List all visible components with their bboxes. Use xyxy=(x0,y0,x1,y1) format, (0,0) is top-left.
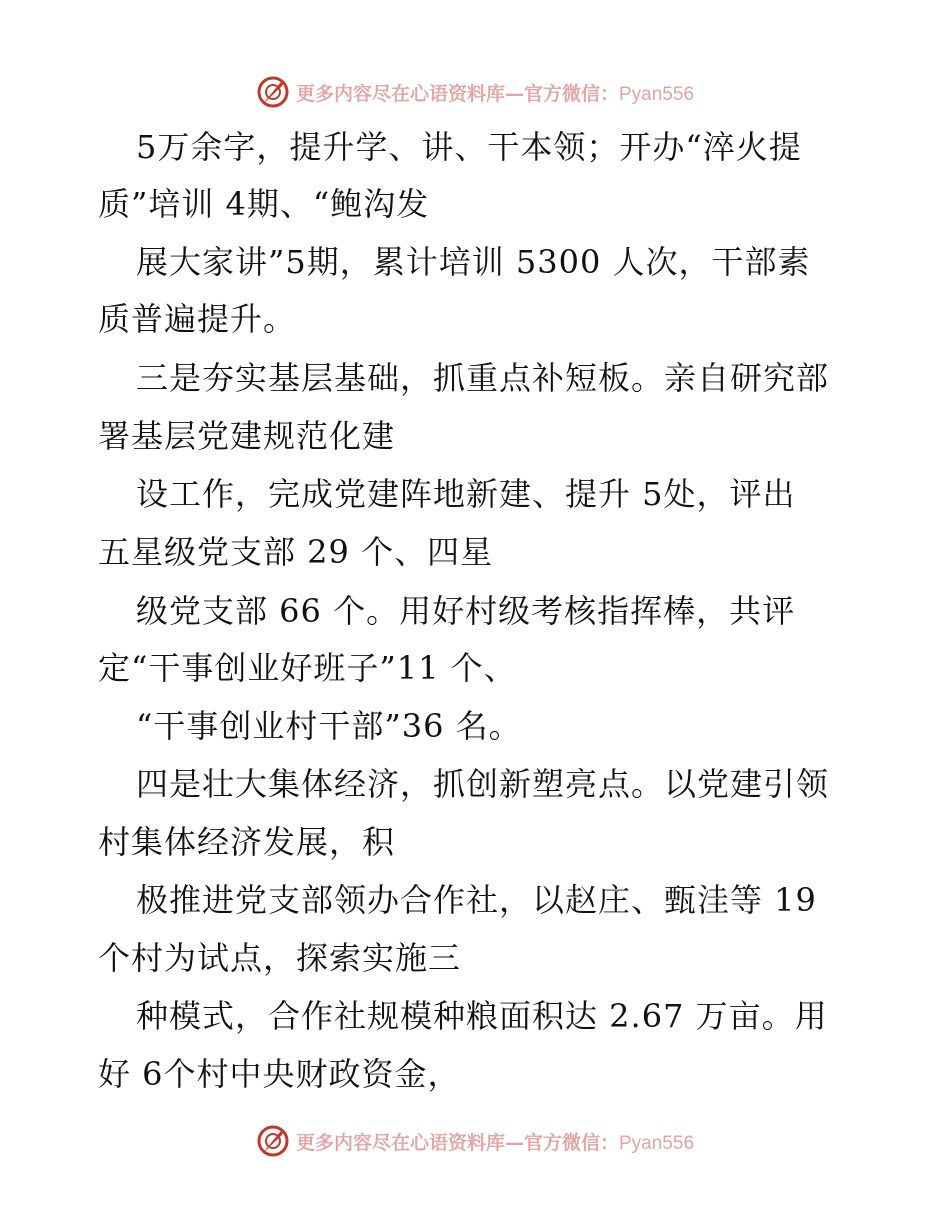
quill-logo-icon xyxy=(256,1124,290,1158)
text-line: 设工作，完成党建阵地新建、提升 5处，评出 xyxy=(136,475,796,513)
text-line: 质普遍提升。 xyxy=(98,300,297,338)
text-line: 个村为试点，探索实施三 xyxy=(98,939,462,977)
text-line: 署基层党建规范化建 xyxy=(98,417,396,455)
text-line: 极推进党支部领办合作社，以赵庄、甄洼等 19 xyxy=(136,881,817,919)
text-line: “干事创业村干部”36 名。 xyxy=(136,707,522,745)
banner-text: 更多内容尽在心语资料库—官方微信：Pyan556 xyxy=(295,82,695,105)
text-line: 好 6个村中央财政资金， xyxy=(98,1055,461,1093)
wechat-id: Pyan556 xyxy=(619,1132,695,1154)
text-line: 5万余字，提升学、讲、干本领；开办“淬火提 xyxy=(136,128,802,166)
text-line: 村集体经济发展，积 xyxy=(98,823,396,861)
text-line: 三是夯实基层基础，抓重点补短板。亲自研究部 xyxy=(136,359,830,397)
wechat-id: Pyan556 xyxy=(619,83,695,105)
text-line: 种模式，合作社规模种粮面积达 2.67 万亩。用 xyxy=(136,997,828,1035)
banner-text: 更多内容尽在心语资料库—官方微信：Pyan556 xyxy=(295,1131,695,1154)
text-line: 质”培训 4期、“鲍沟发 xyxy=(98,185,430,223)
text-line: 定“干事创业好班子”11 个、 xyxy=(98,649,517,687)
text-line: 级党支部 66 个。用好村级考核指挥棒，共评 xyxy=(136,592,796,630)
text-line: 展大家讲”5期，累计培训 5300 人次，干部素 xyxy=(136,243,811,281)
footer-banner xyxy=(0,1121,950,1161)
text-line: 四是壮大集体经济，抓创新塑亮点。以党建引领 xyxy=(136,765,830,803)
text-line: 五星级党支部 29 个、四星 xyxy=(98,533,494,571)
